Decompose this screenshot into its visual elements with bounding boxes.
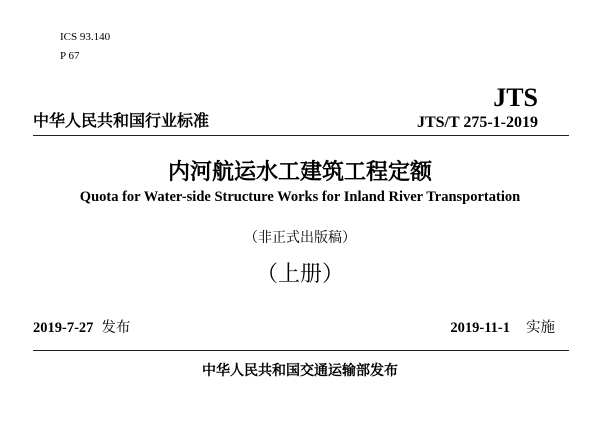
release-date: 2019-7-27: [33, 320, 94, 336]
implementation-label: 实施: [526, 320, 555, 336]
release-label: 发布: [101, 320, 131, 336]
release-info: [33, 319, 130, 337]
draft-note: （非正式出版稿）: [244, 230, 356, 246]
document-title-english: Quota for Water-side Structure Works for Inland River Transportation: [79, 189, 521, 205]
issuing-authority: 中华人民共和国交通运输部发布: [202, 363, 398, 379]
ics-code: ICS 93.140: [60, 31, 111, 43]
standard-series-code: JTS: [493, 83, 538, 112]
standard-category: 中华人民共和国行业标准: [33, 111, 210, 130]
standard-number: JTS/T 275-1-2019: [416, 114, 538, 131]
implementation-info: [450, 319, 555, 337]
ccs-code: P 67: [60, 50, 80, 62]
implementation-date: 2019-11-1: [450, 320, 510, 336]
header-divider: [33, 135, 569, 136]
footer-divider: [33, 350, 569, 351]
document-title-chinese: 内河航运水工建筑工程定额: [167, 160, 432, 185]
volume-label: （上册）: [255, 262, 344, 287]
